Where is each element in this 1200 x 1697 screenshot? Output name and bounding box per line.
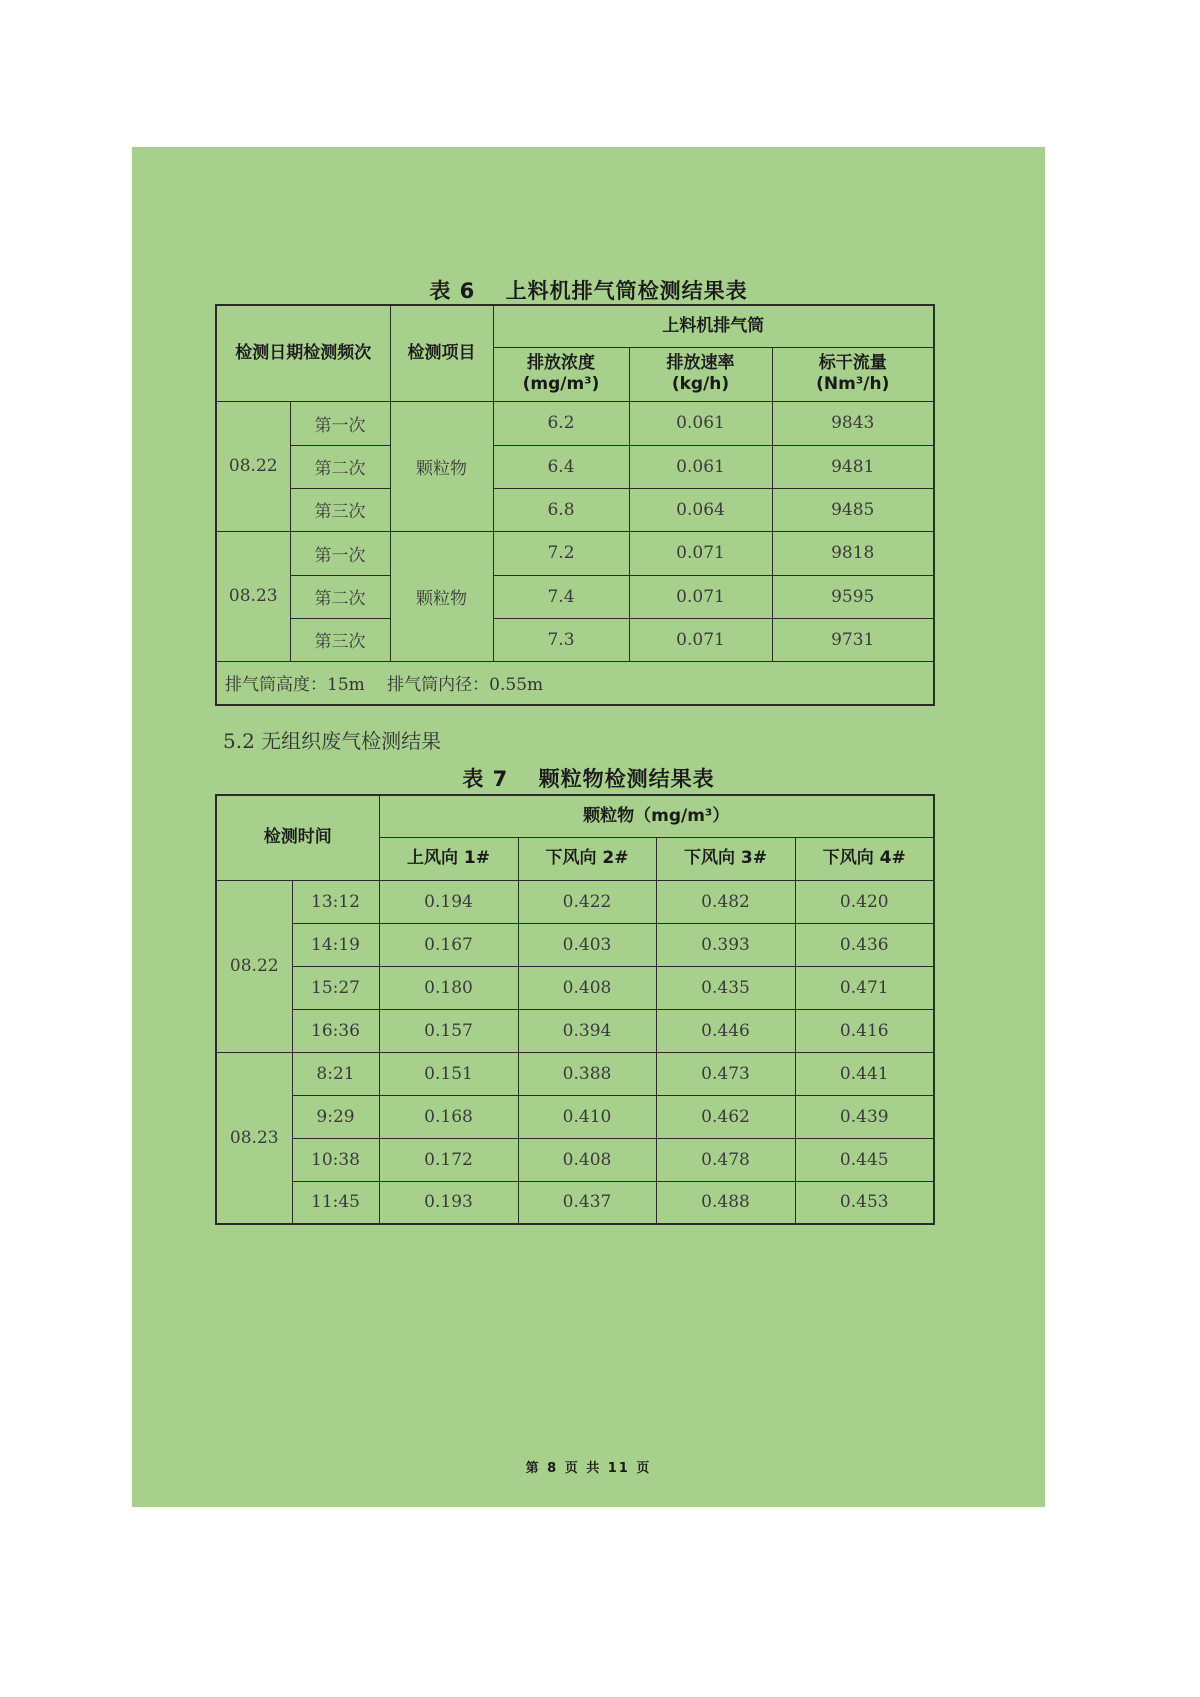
table7-value: 0.436 [795,923,934,966]
table7-time: 11:45 [292,1181,379,1224]
table7-value: 0.482 [656,880,795,923]
table7-value: 0.462 [656,1095,795,1138]
table-row [216,966,934,1009]
table6-flow: 9485 [772,488,934,531]
table7-col-downwind-4: 下风向 4# [795,837,934,880]
table7-value: 0.168 [379,1095,518,1138]
table-row [216,618,934,661]
table6-freq: 第一次 [290,531,390,575]
table6-rate: 0.061 [629,445,772,488]
table7-value: 0.437 [518,1181,656,1224]
table-row [216,401,934,445]
table7 [215,794,935,1225]
table6-item: 颗粒物 [390,401,493,531]
table7-value: 0.172 [379,1138,518,1181]
table-row [216,923,934,966]
table7-value: 0.408 [518,1138,656,1181]
table7-col-upwind-1: 上风向 1# [379,837,518,880]
table7-value: 0.403 [518,923,656,966]
table7-header-time: 检测时间 [216,795,379,880]
table6-note: 排气筒高度：15m 排气筒内径：0.55m [216,661,934,705]
table7-value: 0.435 [656,966,795,1009]
table6-col-flow: 标干流量 (Nm³/h) [772,347,934,401]
table7-value: 0.193 [379,1181,518,1224]
table7-value: 0.422 [518,880,656,923]
table6-flow: 9731 [772,618,934,661]
table7-col-downwind-3: 下风向 3# [656,837,795,880]
table7-value: 0.180 [379,966,518,1009]
table6-conc: 7.4 [493,575,629,618]
table7-date: 08.22 [216,880,292,1052]
table6-rate: 0.071 [629,618,772,661]
table-row [216,1138,934,1181]
table7-value: 0.394 [518,1009,656,1052]
table7-time: 13:12 [292,880,379,923]
table7-value: 0.473 [656,1052,795,1095]
table6-flow: 9818 [772,531,934,575]
table6-col-rate: 排放速率 (kg/h) [629,347,772,401]
table6-freq: 第一次 [290,401,390,445]
table7-time: 10:38 [292,1138,379,1181]
table7-date: 08.23 [216,1052,292,1224]
table6-flow: 9843 [772,401,934,445]
table-row [216,1009,934,1052]
table6-flow: 9595 [772,575,934,618]
table-row [216,531,934,575]
table6-header-group: 上料机排气筒 [493,305,934,347]
table7-time: 8:21 [292,1052,379,1095]
table7-col-downwind-2: 下风向 2# [518,837,656,880]
table6-item: 颗粒物 [390,531,493,661]
table6-freq: 第三次 [290,618,390,661]
table7-header-group: 颗粒物（mg/m³） [379,795,934,837]
table6 [215,304,935,706]
table6-date: 08.23 [216,531,290,661]
table6-rate: 0.071 [629,575,772,618]
table6-conc: 7.3 [493,618,629,661]
table6-conc: 6.2 [493,401,629,445]
table-row [216,1052,934,1095]
table6-caption: 表 6 上料机排气筒检测结果表 [429,279,748,303]
table7-value: 0.420 [795,880,934,923]
table7-value: 0.478 [656,1138,795,1181]
table7-value: 0.471 [795,966,934,1009]
table7-value: 0.441 [795,1052,934,1095]
table7-value: 0.408 [518,966,656,1009]
table7-value: 0.393 [656,923,795,966]
table7-value: 0.167 [379,923,518,966]
table6-header-date-freq: 检测日期检测频次 [216,305,390,401]
table7-value: 0.157 [379,1009,518,1052]
table6-rate: 0.064 [629,488,772,531]
table6-freq: 第二次 [290,575,390,618]
table-row [216,445,934,488]
table7-time: 9:29 [292,1095,379,1138]
table7-value: 0.151 [379,1052,518,1095]
table-row [216,880,934,923]
table7-value: 0.410 [518,1095,656,1138]
table6-conc: 6.4 [493,445,629,488]
table7-value: 0.446 [656,1009,795,1052]
table6-conc: 7.2 [493,531,629,575]
table-row [216,1095,934,1138]
table7-time: 15:27 [292,966,379,1009]
table-row [216,488,934,531]
table6-date: 08.22 [216,401,290,531]
table-row [216,575,934,618]
page-footer: 第 8 页 共 11 页 [525,1461,652,1476]
table-row [216,1181,934,1224]
table6-flow: 9481 [772,445,934,488]
table7-time: 16:36 [292,1009,379,1052]
table6-conc: 6.8 [493,488,629,531]
table7-caption: 表 7 颗粒物检测结果表 [462,767,715,791]
table7-value: 0.439 [795,1095,934,1138]
table7-value: 0.194 [379,880,518,923]
table7-value: 0.388 [518,1052,656,1095]
table6-freq: 第三次 [290,488,390,531]
table6-freq: 第二次 [290,445,390,488]
table6-col-conc: 排放浓度 (mg/m³) [493,347,629,401]
table6-header-item: 检测项目 [390,305,493,401]
table7-value: 0.453 [795,1181,934,1224]
table7-value: 0.445 [795,1138,934,1181]
table6-rate: 0.061 [629,401,772,445]
table7-value: 0.416 [795,1009,934,1052]
document-page [132,147,1045,1507]
table7-value: 0.488 [656,1181,795,1224]
table7-time: 14:19 [292,923,379,966]
section-heading: 5.2 无组织废气检测结果 [223,729,442,753]
table6-rate: 0.071 [629,531,772,575]
